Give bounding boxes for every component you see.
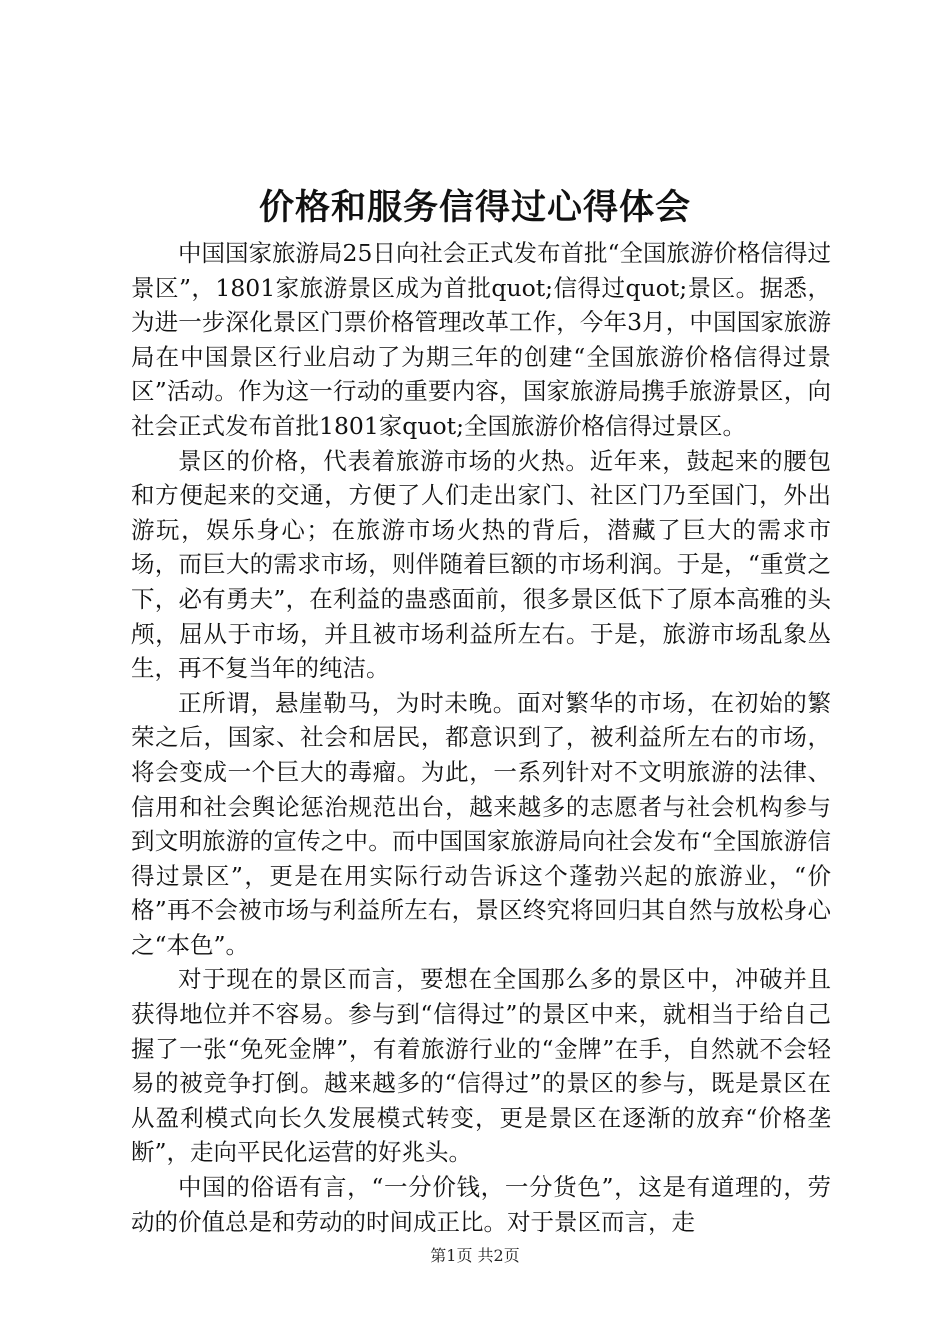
paragraph-3: 正所谓，悬崖勒马，为时未晚。面对繁华的市场，在初始的繁荣之后，国家、社会和居民，都意识到了，被利益所左右的市场，将会变成一个巨大的毒瘤。为此，一系列针对不文明旅游的法律、信用和社会舆论惩治规范出台，越来越多的志愿者与社会机构参与到文明旅游的宣传之中。而中国国家旅游局向社会发布“全国旅游信得过景区”，更是在用实际行动告诉这个蓬勃兴起的旅游业，“价格”再不会被市场与利益所左右，景区终究将回归其自然与放松身心之“本色”。 [131, 688, 831, 959]
paragraph-2: 景区的价格，代表着旅游市场的火热。近年来，鼓起来的腰包和方便起来的交通，方便了人们走出家门、社区门乃至国门，外出游玩，娱乐身心；在旅游市场火热的背后，潜藏了巨大的需求市场，而巨大的需求市场，则伴随着巨额的市场利润。于是，“重赏之下，必有勇夫”，在利益的蛊惑面前，很多景区低下了原本高雅的头颅，屈从于市场，并且被市场利益所左右。于是，旅游市场乱象丛生，再不复当年的纯洁。 [131, 446, 831, 683]
paragraph-5: 中国的俗语有言，“一分价钱，一分货色”，这是有道理的，劳动的价值总是和劳动的时间成正比。对于景区而言，走 [131, 1173, 831, 1236]
paragraph-4: 对于现在的景区而言，要想在全国那么多的景区中，冲破并且获得地位并不容易。参与到“信得过”的景区中来，就相当于给自己握了一张“免死金牌”，有着旅游行业的“金牌”在手，自然就不会轻易的被竞争打倒。越来越多的“信得过”的景区的参与，既是景区在从盈利模式向长久发展模式转变，更是景区在逐渐的放弃“价格垄断”，走向平民化运营的好兆头。 [131, 965, 831, 1167]
document-title: 价格和服务信得过心得体会 [258, 187, 691, 228]
paragraph-1: 中国国家旅游局25日向社会正式发布首批“全国旅游价格信得过景区”，1801家旅游景区成为首批quot;信得过quot;景区。据悉，为进一步深化景区门票价格管理改革工作，今年3月，中国国家旅游局在中国景区行业启动了为期三年的创建“全国旅游价格信得过景区”活动。作为这一行动的重要内容，国家旅游局携手旅游景区，向社会正式发布首批1801家quot;全国旅游价格信得过景区。 [131, 239, 831, 440]
page-number-footer: 第1页 共2页 [430, 1246, 520, 1265]
document-body [131, 236, 831, 1239]
